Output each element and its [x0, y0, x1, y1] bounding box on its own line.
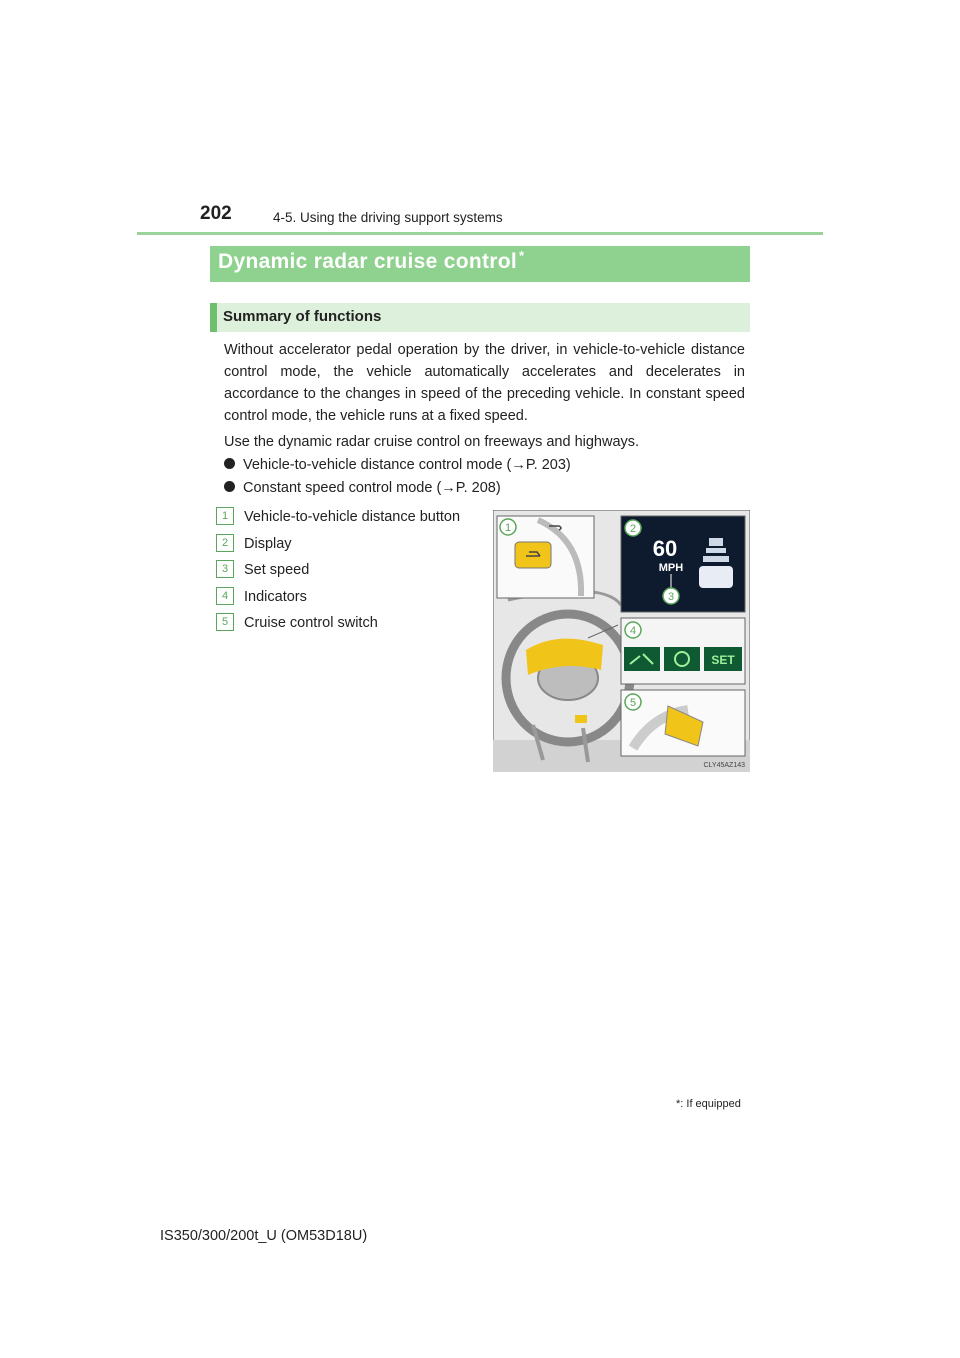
set-indicator: SET	[711, 653, 735, 667]
callout-number: 4	[216, 587, 234, 605]
callout-label: Vehicle-to-vehicle distance button	[244, 509, 461, 525]
section-banner	[210, 246, 750, 282]
inset-distance-button	[497, 516, 594, 598]
bullet-icon	[224, 458, 235, 469]
bullet-text: Vehicle-to-vehicle distance control mode (→P. 203)	[243, 457, 571, 473]
model-identifier: IS350/300/200t_U (OM53D18U)	[160, 1228, 368, 1244]
callout-number: 2	[216, 534, 234, 552]
svg-text:3: 3	[667, 591, 675, 603]
callout-label: Set speed	[244, 562, 310, 578]
usage-paragraph: Use the dynamic radar cruise control on freeways and highways.	[224, 434, 640, 450]
callout-item	[216, 507, 460, 527]
section-title	[218, 250, 524, 274]
svg-text:4: 4	[629, 625, 637, 637]
set-speed-value: 60	[652, 536, 678, 561]
callout-item	[216, 613, 378, 633]
callout-number: 5	[216, 613, 234, 631]
header-rule	[137, 232, 823, 235]
callout-item	[216, 587, 307, 607]
footnote-marker: *	[676, 1098, 681, 1110]
inset-indicators	[621, 618, 745, 684]
bullet-item	[224, 454, 571, 476]
bullet-item	[224, 477, 501, 499]
subsection-banner	[210, 303, 750, 332]
section-title-text: Dynamic radar cruise control	[218, 250, 518, 273]
figure-code: CLY45AZ143	[703, 762, 745, 769]
asterisk-marker: *	[519, 248, 525, 263]
bullet-text: Constant speed control mode (→P. 208)	[243, 480, 501, 496]
callout-item	[216, 534, 292, 554]
inset-display	[621, 516, 745, 612]
callout-number: 1	[216, 507, 234, 525]
subsection-accent-bar	[210, 303, 217, 332]
callout-number: 3	[216, 560, 234, 578]
callout-label: Display	[244, 536, 292, 552]
bullet-icon	[224, 481, 235, 492]
svg-text:5: 5	[629, 697, 637, 709]
subsection-title: Summary of functions	[223, 308, 382, 325]
footnote	[676, 1098, 741, 1110]
callout-item	[216, 560, 309, 580]
svg-text:1: 1	[504, 522, 512, 534]
svg-text:2: 2	[629, 523, 637, 535]
page-number: 202	[200, 203, 232, 224]
intro-paragraph: Without accelerator pedal operation by the driver, in vehicle-to-vehicle distance control mode, the vehicle automatically accelerates and decelerates in accordance to the changes in speed of the preceding vehicle. In constant speed control mode, the vehicle runs at a fixed speed.	[224, 342, 745, 424]
section-reference: 4-5. Using the driving support systems	[273, 210, 503, 225]
callout-label: Cruise control switch	[244, 615, 378, 631]
inset-cruise-switch	[621, 690, 745, 756]
cruise-control-figure	[493, 510, 750, 772]
callout-label: Indicators	[244, 589, 307, 605]
footnote-text: : If equipped	[680, 1098, 741, 1110]
speed-unit: MPH	[658, 562, 684, 574]
